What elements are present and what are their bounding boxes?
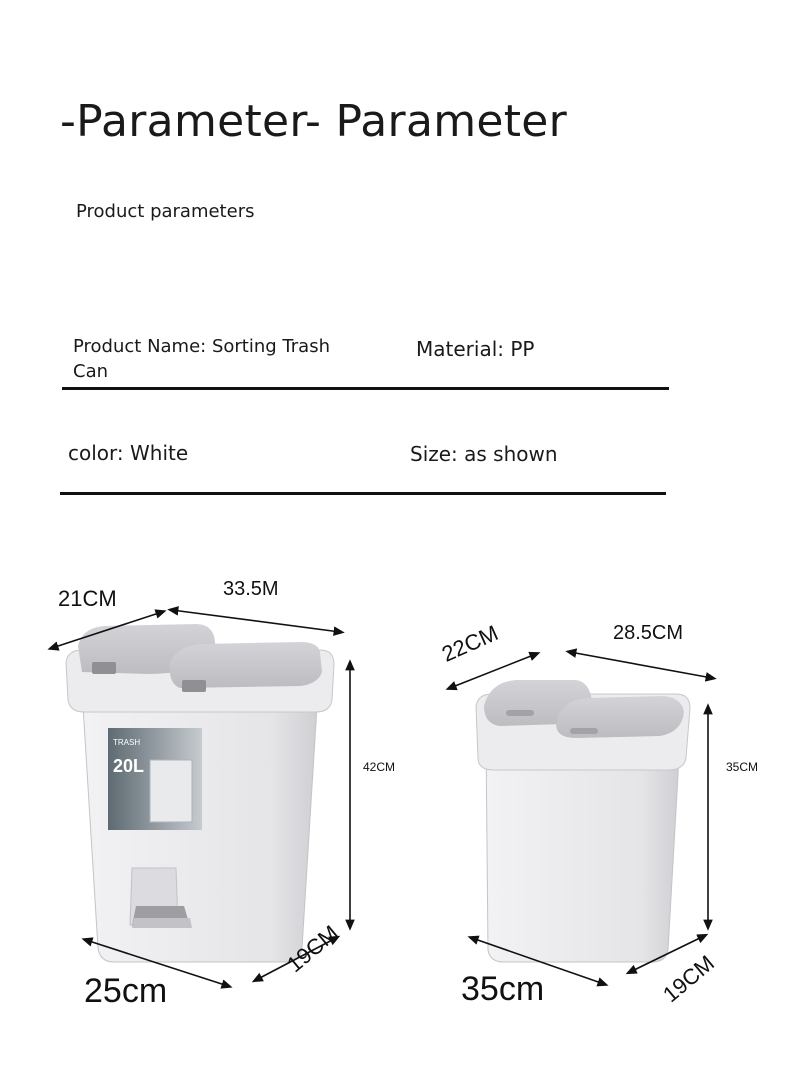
right-width-top-label: 28.5CM <box>613 622 684 644</box>
section-subtitle: Product parameters <box>76 201 255 222</box>
param-product-name: Product Name: Sorting Trash Can <box>73 336 330 382</box>
left-trash-bin <box>66 624 334 962</box>
left-depth-top-label: 21CM <box>58 586 117 611</box>
left-height-label: 42CM <box>363 760 396 774</box>
right-depth-bottom-label: 19CM <box>658 950 720 1008</box>
left-depth-bottom-label: 19CM <box>282 920 344 978</box>
param-size: Size: as shown <box>410 442 558 466</box>
bin-label-capacity: 20L <box>113 756 145 776</box>
right-trash-bin <box>476 680 690 962</box>
right-width-bottom-label: 35cm <box>461 970 545 1008</box>
right-height-label: 35CM <box>726 760 759 774</box>
param-color: color: White <box>68 441 189 465</box>
right-depth-top-label: 22CM <box>438 620 502 667</box>
left-width-top-label: 33.5M <box>223 578 279 600</box>
page-title: -Parameter- Parameter <box>60 96 568 147</box>
left-width-bottom-label: 25cm <box>84 972 168 1010</box>
bin-label-brand: TRASH <box>113 738 141 747</box>
param-material: Material: PP <box>416 337 535 361</box>
